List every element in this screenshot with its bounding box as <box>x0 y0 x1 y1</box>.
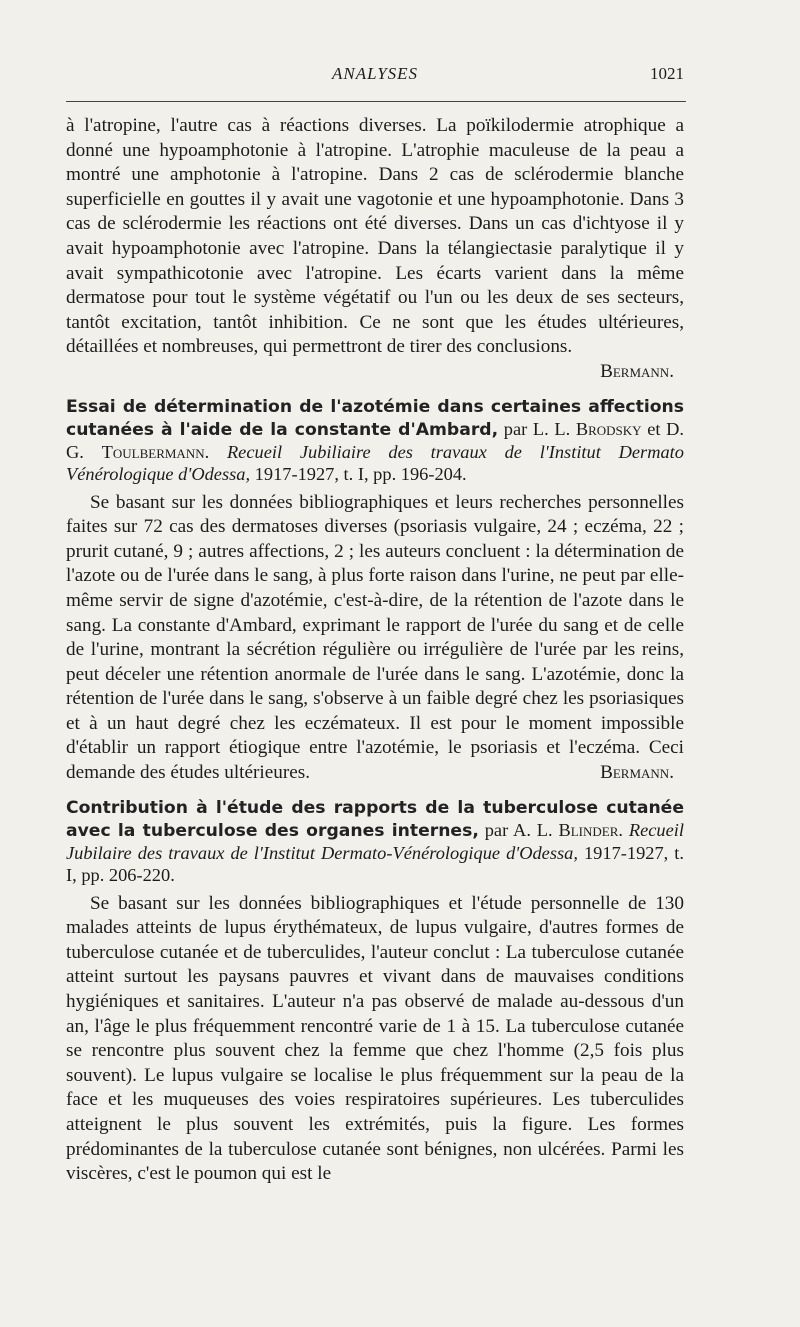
citation: 1917-1927, t. I, pp. 206-220. <box>66 842 684 885</box>
author-name: Brodsky <box>575 418 642 439</box>
citation: 1917-1927, t. I, pp. 196-204. <box>254 463 467 484</box>
byline: par A. L. <box>484 819 553 840</box>
article-body <box>66 491 684 786</box>
article-text: Se basant sur les données bibliographiques et l'étude personnelle de 130 malades atteints de lupus érythémateux, de lupus vulgaire, d'autres formes de tuberculose cutanée et de tuberculides, l'auteur conclut : La tuberculose cutanée atteint surtout les paysans pauvres et vivant dans de mauvaises conditions hygiéniques et sanitaires. L'auteur n'a pas observé de malade au-dessous d'un an, l'âge le plus fréquemment rencontré varie de 1 à 15. La tuberculose cutanée se rencontre plus souvent chez la femme que chez l'homme (2,5 fois plus souvent). Le lupus vulgaire se localise le plus fréquemment sur la peau de la face et les muqueuses des voies respiratoires supérieures. Les tuberculides atteignent le plus souvent les extrémités, puis la figure. Les formes prédominantes de la tuberculose cutanée sont bénignes, non ulcérées. Parmi les viscères, c'est le poumon qui est le <box>66 892 684 1185</box>
author-name: Toulbermann. <box>101 441 210 462</box>
article-continuation-text: à l'atropine, l'autre cas à réactions diverses. La poïkilodermie atrophique a donné une hypoamphotonie à l'atropine. L'atrophie maculeuse de la peau a montré une amphotonie à l'atropine. Dans 2 cas de sclérodermie blanche superficielle en gouttes il y avait une vagotonie et une hypoamphotonie. Dans 3 cas de sclérodermie les réactions ont été diverses. Dans un cas d'ichtyose il y avait hypoamphotonie avec l'atropine. Dans la télangiectasie paralytique il y avait sympathicotonie avec l'atropine. Les écarts varient dans la même dermatose pour tout le système végétatif ou l'un ou les deux de ses secteurs, tantôt excitation, tantôt inhibition. Ce ne sont que les études ultérieures, détaillées et nombreuses, qui permettront de tirer des conclusions. <box>66 115 684 358</box>
journal-name: Recueil Jubilaire des travaux de l'Institut Dermato-Vénérologique d'Odessa, <box>66 819 684 863</box>
article-body <box>66 892 684 1187</box>
page-body <box>66 114 684 1187</box>
byline: par L. L. <box>503 418 571 439</box>
journal-name: Recueil Jubiliaire des travaux de l'Institut Dermato Vénérologique d'Odessa, <box>66 441 684 484</box>
article-heading <box>66 796 684 886</box>
byline-conjunction: et D. G. <box>66 418 684 462</box>
page-number: 1021 <box>650 64 684 83</box>
author-name: Blinder. <box>558 819 623 840</box>
signature: Bermann. <box>600 762 674 784</box>
running-header <box>66 64 684 94</box>
article-title: Essai de détermination de l'azotémie dans certaines affections cutanées à l'aide de la constante d'Ambard, <box>66 396 684 440</box>
section-title: ANALYSES <box>331 64 419 83</box>
signature: Bermann. <box>600 360 674 382</box>
article-heading <box>66 395 684 485</box>
article-text <box>66 491 684 786</box>
article-title: Contribution à l'étude des rapports de la tuberculose cutanée avec la tuberculose des organes internes, <box>66 797 684 841</box>
article-text-content: Se basant sur les données bibliographiques et leurs recherches personnelles faites sur 72 cas des dermatoses diverses (psoriasis vulgaire, 24 ; eczéma, 22 ; prurit cutané, 9 ; autres affections, 2 ; les auteurs concluent : la détermination de l'azote ou de l'urée dans le sang, à plus forte raison dans l'urine, ne peut par elle-même servir de signe d'azotémie, c'est-à-dire, de la rétention de l'azote dans le sang. La constante d'Ambard, exprimant le rapport de l'urée du sang et de celle de l'urine, montrant la sécrétion régulière ou irrégulière de l'urée par les reins, peut déceler une rétention anormale de l'urée dans le sang. L'azotémie, donc la rétention de l'urée dans le sang, s'observe à un faible degré chez les psoriasiques et à un haut degré chez les eczémateux. Il est pour le moment impossible d'établir un rapport étiogique entre l'azotémie, le psoriasis et l'eczéma. Ceci demande des études ultérieures. <box>66 491 684 784</box>
header-rule <box>66 101 686 102</box>
